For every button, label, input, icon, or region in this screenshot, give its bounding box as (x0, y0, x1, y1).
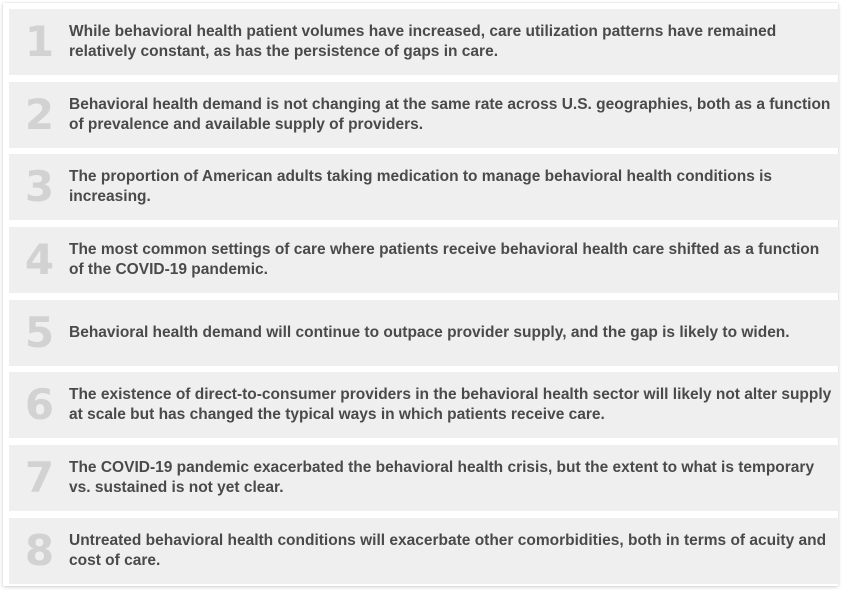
finding-item (9, 518, 840, 584)
finding-item (9, 154, 840, 220)
finding-number: 3 (24, 162, 54, 211)
finding-number: 2 (24, 90, 54, 139)
finding-number: 1 (24, 17, 54, 66)
finding-item (9, 227, 840, 293)
finding-item (9, 82, 840, 148)
finding-number: 7 (24, 453, 54, 502)
finding-number: 6 (24, 380, 54, 429)
finding-item (9, 9, 840, 75)
finding-item (9, 300, 840, 366)
finding-text: The proportion of American adults taking medication to manage behavioral health conditions is increasing. (69, 168, 773, 205)
finding-text: The COVID-19 pandemic exacerbated the behavioral health crisis, but the extent to what is temporary vs. sustained is not yet clear. (69, 459, 815, 496)
finding-number: 4 (24, 235, 54, 284)
finding-item (9, 372, 840, 438)
finding-text: While behavioral health patient volumes have increased, care utilization patterns have remained relatively constant, as has the persistence of gaps in care. (69, 23, 777, 60)
finding-number: 5 (24, 308, 54, 357)
findings-card (3, 3, 838, 586)
finding-item (9, 445, 840, 511)
finding-text: The existence of direct-to-consumer providers in the behavioral health sector will likely not alter supply at scale but has changed the typical ways in which patients receive care. (69, 386, 832, 423)
finding-text: The most common settings of care where patients receive behavioral health care shifted as a function of the COVID-19 pandemic. (69, 241, 820, 278)
finding-text: Untreated behavioral health conditions will exacerbate other comorbidities, both in terms of acuity and cost of care. (69, 532, 827, 569)
finding-text: Behavioral health demand will continue to outpace provider supply, and the gap is likely to widen. (69, 324, 790, 341)
finding-number: 8 (24, 526, 54, 575)
finding-text: Behavioral health demand is not changing at the same rate across U.S. geographies, both as a function of prevalence and available supply of providers. (69, 96, 831, 133)
